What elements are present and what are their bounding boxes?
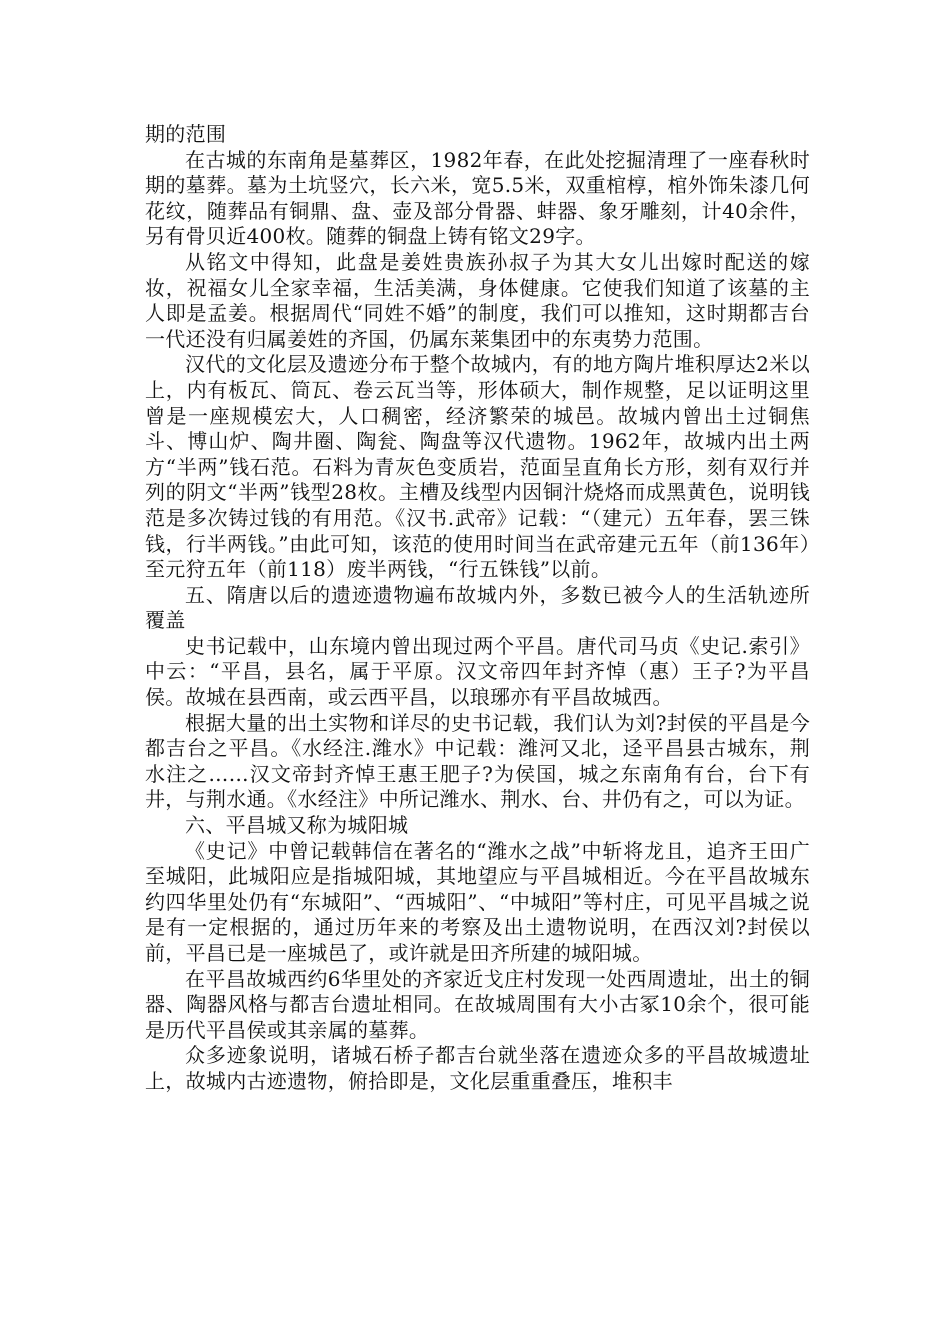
body-text [145, 122, 810, 1095]
paragraph-western-zhou-site: 在平昌故城西约6华里处的齐家近戈庄村发现一处西周遗址，出土的铜器、陶器风格与都吉台遗址相同。在故城周围有大小古冢10余个，很可能是历代平昌侯或其亲属的墓葬。 [145, 966, 810, 1042]
paragraph-historical-records: 史书记载中，山东境内曾出现过两个平昌。唐代司马贞《史记.索引》中云：“平昌，县名，属于平原。汉文帝四年封齐悼（惠）王子?为平昌侯。故城在县西南，或云西平昌，以琅琊亦有平昌故城西。 [145, 633, 810, 710]
paragraph-pingchang-evidence: 根据大量的出土实物和详尽的史书记载，我们认为刘?封侯的平昌是今都吉台之平昌。《水经注.潍水》中记载：潍河又北，迳平昌县古城东，荆水注之……汉文帝封齐悼王惠王肥子?为侯国，城之东南角有台，台下有井，与荆水通。《水经注》中所记潍水、荆水、台、井仍有之，可以为证。 [145, 710, 810, 812]
section-heading-five: 五、隋唐以后的遗迹遗物遍布故城内外，多数已被今人的生活轨迹所覆盖 [145, 582, 810, 633]
paragraph-continuation: 期的范围 [145, 122, 227, 146]
paragraph-chengyang: 《史记》中曾记载韩信在著名的“潍水之战”中斩将龙且，追齐王田广至城阳，此城阳应是指城阳城，其地望应与平昌城相近。今在平昌故城东约四华里处仍有“东城阳”、“西城阳”、“中城阳”等村庄，可见平昌城之说是有一定根据的，通过历年来的考察及出土遗物说明，在西汉刘?封侯以前，平昌已是一座城邑了，或许就是田齐所建的城阳城。 [145, 838, 810, 965]
section-heading-six: 六、平昌城又称为城阳城 [185, 813, 409, 838]
paragraph-inscription: 从铭文中得知，此盘是姜姓贵族孙叔子为其大女儿出嫁时配送的嫁妆，祝福女儿全家幸福，生活美满，身体健康。它使我们知道了该墓的主人即是孟姜。根据周代“同姓不婚”的制度，我们可以推知，这时期都吉台一代还没有归属姜姓的齐国，仍属东莱集团中的东夷势力范围。 [145, 249, 810, 351]
paragraph-conclusion: 众多迹象说明，诸城石桥子都吉台就坐落在遗迹众多的平昌故城遗址上，故城内古迹遗物，俯拾即是，文化层重重叠压，堆积丰 [145, 1043, 810, 1093]
paragraph-han-culture: 汉代的文化层及遗迹分布于整个故城内，有的地方陶片堆积厚达2米以上，内有板瓦、筒瓦、卷云瓦当等，形体硕大，制作规整，足以证明这里曾是一座规模宏大，人口稠密，经济繁荣的城邑。故城内曾出土过铜焦斗、博山炉、陶井圈、陶瓮、陶盘等汉代遗物。1962年，故城内出土两方“半两”钱石范。石料为青灰色变质岩，范面呈直角长方形，刻有双行并列的阴文“半两”钱型28枚。主槽及线型内因铜汁烧烙而成黑黄色，说明钱范是多次铸过钱的有用范。《汉书.武帝》记载：“（建元）五年春，罢三铢钱，行半两钱。”由此可知，该范的使用时间当在武帝建元五年（前136年）至元狩五年（前118）废半两钱，“行五铢钱”以前。 [145, 352, 810, 582]
paragraph-tomb-area: 在古城的东南角是墓葬区，1982年春，在此处挖掘清理了一座春秋时期的墓葬。墓为土坑竖穴，长六米，宽5.5米，双重棺椁，棺外饰朱漆几何花纹，随葬品有铜鼎、盘、壶及部分骨器、蚌器、象牙雕刻，计40余件，另有骨贝近400枚。随葬的铜盘上铸有铭文29字。 [145, 147, 810, 249]
